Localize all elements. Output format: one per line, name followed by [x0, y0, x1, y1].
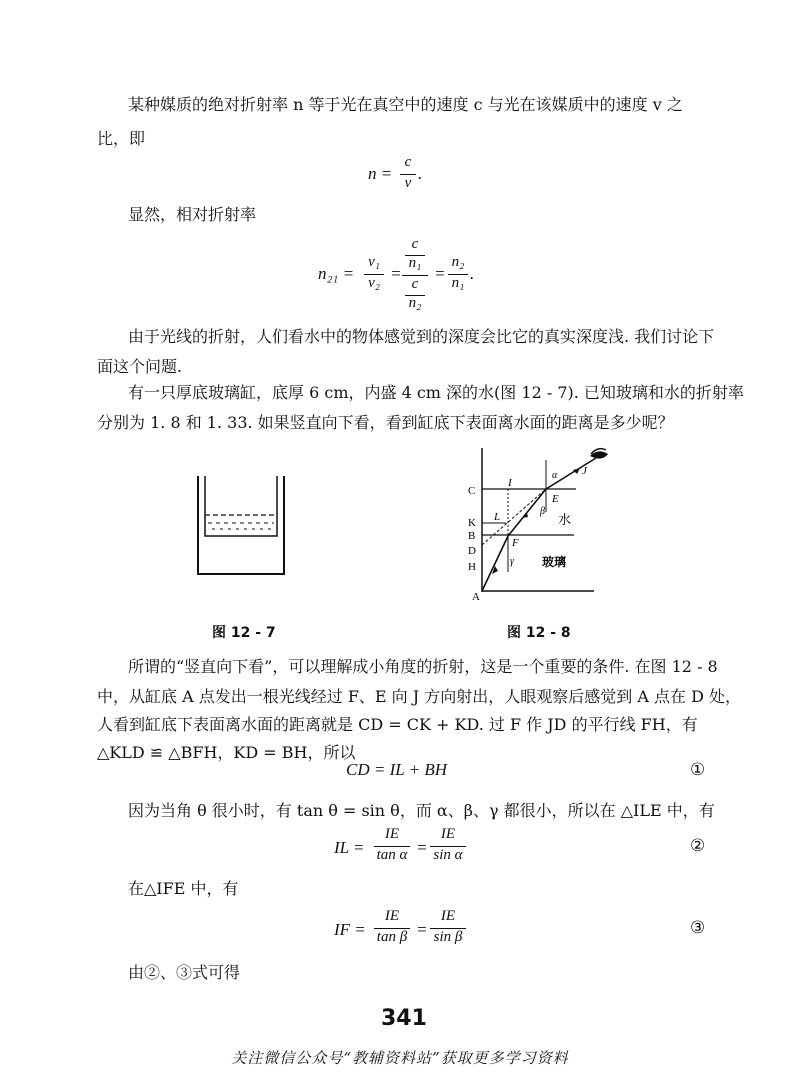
- fraction-numerator: c: [404, 154, 412, 170]
- equation-number: ①: [690, 760, 706, 780]
- page-number: 341: [381, 1006, 427, 1031]
- equation-lhs: n =: [368, 164, 393, 183]
- equation-lhs: IL =: [334, 838, 365, 857]
- paragraph-line: 由于光线的折射，人们看水中的物体感觉到的深度会比它的真实深度浅. 我们讨论下: [128, 327, 715, 346]
- equation-lhs: IF =: [334, 920, 366, 939]
- point-label-J: J: [582, 465, 587, 477]
- equals-sign: =: [390, 264, 402, 283]
- footer-note: 关注微信公众号“教辅资料站”获取更多学习资料: [231, 1049, 569, 1067]
- paragraph-line: 中，从缸底 A 点发出一根光线经过 F、E 向 J 方向射出，人眼观察后感觉到 A 点在 D 处，: [97, 687, 741, 706]
- point-label-K: K: [468, 517, 476, 529]
- paragraph-line: 因为当角 θ 很小时，有 tan θ = sin θ，而 α、β、γ 都很小，所以在 △ILE 中，有: [128, 801, 715, 820]
- equation-lhs: n₂₁ =: [318, 264, 355, 283]
- equation-number: ③: [690, 918, 706, 938]
- fraction-denominator: v₂: [368, 275, 380, 291]
- equation-period: .: [470, 264, 475, 283]
- figure-12-8-diagram: [460, 440, 620, 602]
- equation-3: [334, 908, 474, 952]
- point-label-H: H: [468, 561, 476, 573]
- tank-outer-wall: [198, 476, 284, 574]
- angle-label-alpha: α: [552, 470, 558, 481]
- tank-inner-wall: [205, 476, 277, 536]
- equation-2: [334, 826, 474, 870]
- paragraph-line: 由②、③式可得: [128, 963, 241, 982]
- fraction-numerator: c: [411, 236, 419, 252]
- equals-sign: =: [416, 838, 428, 857]
- angle-label-beta: β: [540, 506, 545, 517]
- fraction-denominator: sin α: [433, 847, 463, 863]
- fraction-denominator: n₂: [408, 295, 422, 311]
- figure-12-7-tank: [186, 470, 294, 582]
- equation-n21: [318, 238, 488, 310]
- point-label-A: A: [472, 591, 480, 602]
- point-label-D: D: [468, 545, 476, 557]
- ray-arrow: [573, 468, 580, 474]
- point-label-F: F: [512, 537, 519, 549]
- point-label-E: E: [552, 493, 559, 505]
- fraction-denominator: tan α: [376, 847, 408, 863]
- fraction-denominator: n₁: [408, 255, 422, 271]
- fraction-denominator: n₁: [451, 275, 465, 291]
- equals-sign: =: [434, 264, 446, 283]
- equation-n: [360, 152, 450, 196]
- fraction-numerator: n₂: [451, 254, 465, 270]
- figure-caption: 图 12 - 8: [507, 625, 571, 641]
- angle-label-gamma: γ: [510, 556, 514, 567]
- point-label-C: C: [468, 485, 476, 497]
- equation-period: .: [418, 164, 423, 183]
- ray-AF: [482, 536, 508, 591]
- paragraph-line: 比，即: [97, 129, 146, 148]
- fraction-numerator: v₁: [368, 254, 380, 270]
- paragraph-line: 分别为 1. 8 和 1. 33. 如果竖直向下看，看到缸底下表面离水面的距离是多少呢？: [97, 413, 674, 432]
- point-label-L: L: [494, 511, 501, 523]
- fraction-numerator: IE: [384, 908, 400, 924]
- paragraph-line: 所谓的“竖直向下看”，可以理解成小角度的折射，这是一个重要的条件. 在图 12 - 8: [128, 657, 718, 676]
- fraction-numerator: IE: [440, 908, 456, 924]
- paragraph-line: △KLD ≌ △BFH，KD = BH，所以: [97, 743, 356, 762]
- equation-number: ②: [690, 836, 706, 856]
- point-label-I: I: [508, 477, 512, 489]
- fraction-numerator: IE: [440, 826, 456, 842]
- point-label-B: B: [468, 530, 476, 542]
- label-water: 水: [558, 512, 572, 527]
- paragraph-line: 在△IFE 中，有: [128, 879, 239, 898]
- figure-caption: 图 12 - 7: [212, 625, 276, 641]
- paragraph-line: 某种媒质的绝对折射率 n 等于光在真空中的速度 c 与光在该媒质中的速度 v 之: [128, 95, 683, 114]
- paragraph-line: 显然，相对折射率: [128, 205, 257, 224]
- label-glass: 玻璃: [542, 555, 567, 569]
- fraction-denominator: v: [404, 175, 412, 191]
- fraction-denominator: tan β: [376, 929, 408, 945]
- paragraph-line: 人看到缸底下表面离水面的距离就是 CD = CK + KD. 过 F 作 JD 的平行线 FH，有: [97, 715, 698, 734]
- fraction-denominator: sin β: [433, 929, 463, 945]
- fraction-numerator: IE: [384, 826, 400, 842]
- fraction-numerator: c: [411, 276, 419, 292]
- equals-sign: =: [416, 920, 428, 939]
- equation-1: CD = IL + BH: [346, 760, 448, 779]
- paragraph-line: 面这个问题.: [97, 357, 183, 376]
- paragraph-line: 有一只厚底玻璃缸，底厚 6 cm，内盛 4 cm 深的水(图 12 - 7). 已知玻璃和水的折射率: [128, 383, 744, 402]
